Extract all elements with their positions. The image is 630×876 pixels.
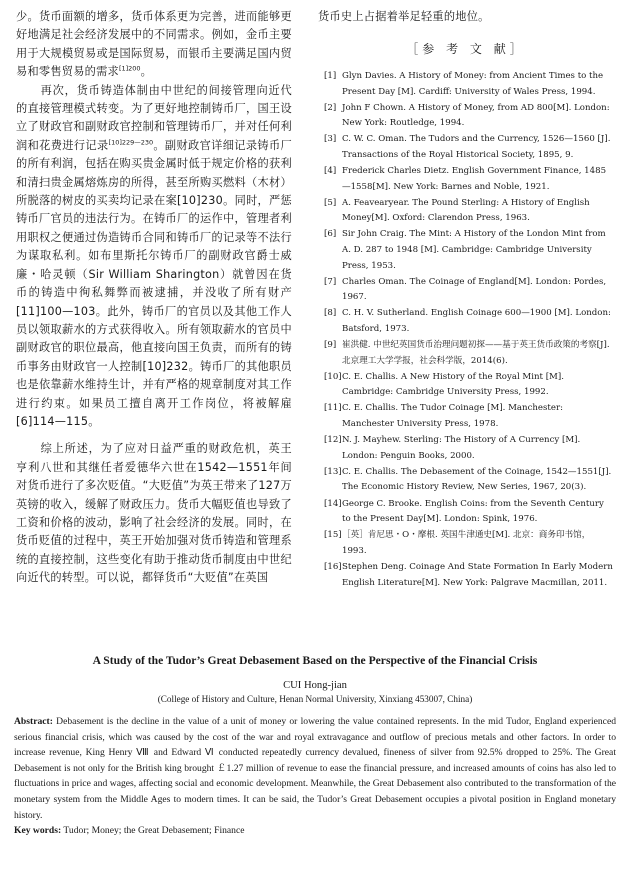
reference-text: C. E. Challis. The Tudor Coinage [M]. Manchester: Manchester University Press, 1978. [342,403,563,430]
body-paragraph [16,82,292,432]
reference-text: N. J. Mayhew. Sterling: The History of A Currency [M]. London: Penguin Books, 2000. [342,435,581,461]
reference-text: Frederick Charles Dietz. English Government Finance, 1485—1558[M]. New York: Barnes and Noble, 1921. [342,166,607,192]
author-name: CUI Hong-jian [283,680,347,691]
reference-number: [7] [324,276,337,287]
paragraph-tail: 。 [140,65,153,79]
reference-item [318,370,614,401]
keywords-label: Key words: [14,825,62,837]
reference-list [318,69,614,591]
reference-item [318,306,614,337]
reference-number: [6] [324,229,337,240]
reference-number: [11] [324,403,342,414]
reference-item [318,560,614,591]
reference-item [318,528,614,559]
citation-superscript: [1]200 [118,64,141,73]
reference-text: Charles Oman. The Coinage of England[M]. London: Pordes, 1967. [342,276,607,303]
keywords-text: Tudor; Money; the Great Debasement; Finance [63,825,245,837]
reference-item [318,227,614,274]
citation-superscript: [10]229—230 [108,138,154,147]
abstract-text: Debasement is the decline in the value of a unit of money or lowering the value contained represents. In the mid Tudor, England experienced serious financial crisis, which was caused by the cost of the war and royal extravagance and outflow of precious metals and other factors. In order to increase revenue, King Henry Ⅷ and Edward Ⅵ conducted repeatedly currency devalued, fineness of silver from 92.5% dropped to 25%. The Great Debasement is not only for the British king brought ￡1.27 million of revenue to ease the financial pressure, and increased amounts of coins has also led to fluctuations in price and wages, affecting social and economic development. Meanwhile, the Great Debasement also contributed to the transformation of the monetary system from the Middle Ages to modern times. It can be said, the Tudor’s Great Debasement occupies a pivotal position in England monetary history. [14,716,616,821]
reference-number: [16] [324,561,342,572]
paragraph-tail: 。副财政官详细记录铸币厂的所有利润，包括在购买贵金属时低于规定价格的获利和清扫贵金属熔炼房的所得，甚至所购买燃料（木材）所脱落的树皮的买卖均记录在案[10]230。同时，严惩铸币厂官员的违法行为。在铸币厂的运作中，管理者利用职权之便通过伪造铸币合同和铸币厂的记录等不法行为谋取私利。如布里斯托尔铸币厂的副财政官爵士威廉・哈灵顿（Sir William Sharington）就曾因在货币的铸造中徇私舞弊而被逮捕，并没收了所有财产[11]100—103。此外，铸币厂的官员以及其他工作人员以领取薪水的方式获得收入。所有领取薪水的官员中副财政官的职位最高，他直接向国王负责，而所有的铸币事务由财政官一人控制[10]232。铸币厂的其他职员也是依靠薪水维持生计，并有严格的规章制度对其工作进行约束。如果员工擅自离开工作岗位，将被解雇[6]114—115。 [16,138,292,428]
reference-item [318,196,614,227]
english-abstract-section [14,654,616,839]
reference-text: George C. Brooke. English Coins: from the Seventh Century to the Present Day[M]. London: Spink, 1976. [342,498,604,525]
body-paragraph [16,8,292,82]
reference-item [318,401,614,432]
reference-number: [2] [324,102,337,113]
reference-item [318,465,614,496]
reference-number: [1] [324,71,337,81]
reference-text: Glyn Davies. A History of Money: from Ancient Times to the Present Day [M]. Cardiff: University of Wales Press, 1994. [342,71,604,97]
reference-item [318,132,614,163]
english-title: A Study of the Tudor’s Great Debasement Based on the Perspective of the Financial Crisis [92,654,538,667]
paragraph-text: 再次，货币铸造体制由中世纪的间接管理向近代的直接管理模式转变。为了更好地控制铸币厂，国王设立了财政官和副财政官控制和管理铸币厂，并对任何利润和花费进行记录 [16,83,292,152]
keywords-line [14,823,616,839]
paragraph-text: 少。货币面额的增多，货币体系更为完善，进而能够更好地满足社会经济发展中的不同需求。例如，金币主要用于大规模贸易或是国际贸易，而银币主要满足国内贸易和零售贸易的需求 [16,10,292,79]
reference-number: [10] [324,371,342,382]
reference-item [318,338,614,369]
references-heading: ［参 考 文 献］ [406,42,526,56]
reference-item [318,275,614,306]
body-paragraph [16,440,292,587]
body-continuation: 货币史上占据着举足轻重的地位。 [318,10,490,23]
reference-text: ［英］肯尼思・O・摩根. 英国牛津通史[M]. 北京：商务印书馆，1993. [342,530,591,556]
abstract-label: Abstract: [14,716,53,727]
paragraph-text: 综上所述，为了应对日益严重的财政危机，英王亨利八世和其继任者爱德华六世在1542—1551年间对货币进行了多次贬值。“大贬值”为英王带来了127万英镑的收入，缓解了财政压力。货币大幅贬值也导致了工资和价格的波动，影响了社会经济的发展。同时，在货币贬值的过程中，英王开始加强对货币铸造和管理系统的直接控制，这些变化有助于推动货币制度由中世纪向近代的转型。可以说，都铎货币“大贬值”在英国 [16,442,292,585]
reference-number: [9] [324,340,337,351]
reference-text: 崔洪健. 中世纪英国货币治理问题初探——基于英王货币政策的考察[J]. 北京理工大学学报，社会科学版，2014(6). [342,340,610,366]
reference-text: A. Feavearyear. The Pound Sterling: A History of English Money[M]. Oxford: Clarendon Press, 1963. [342,197,590,224]
reference-text: C. E. Challis. A New History of the Royal Mint [M]. Cambridge: Cambridge University Press, 1992. [342,371,564,398]
reference-number: [14] [324,498,342,509]
right-column [318,8,614,592]
reference-number: [3] [324,134,337,145]
reference-text: Stephen Deng. Coinage And State Formation In Early Modern English Literature[M]. New York: Palgrave Macmillan, 2011. [342,561,613,588]
reference-text: C. E. Challis. The Debasement of the Coinage, 1542—1551[J]. The Economic History Review, New Series, 1967, 20(3). [342,466,612,493]
reference-number: [8] [324,308,337,319]
reference-text: John F Chown. A History of Money, from AD 800[M]. London: New York: Routledge, 1994. [342,102,610,129]
reference-item [318,101,614,132]
reference-number: [13] [324,466,342,477]
reference-text: Sir John Craig. The Mint: A History of the London Mint from A. D. 287 to 1948 [M]. Cambridge: Cambridge University Press, 1953. [342,229,606,271]
author-affiliation: (College of History and Culture, Henan Normal University, Xinxiang 453007, China) [157,694,473,704]
reference-item [318,433,614,464]
reference-item [318,164,614,195]
reference-number: [4] [324,166,337,177]
reference-text: C. W. C. Oman. The Tudors and the Currency, 1526—1560 [J]. Transactions of the Royal Historical Society, 1895, 9. [342,134,611,160]
reference-number: [5] [324,197,337,208]
reference-number: [15] [324,530,342,541]
reference-number: [12] [324,435,342,446]
reference-item [318,497,614,528]
left-column-body [16,8,292,588]
abstract-paragraph [14,714,616,823]
reference-item [318,69,614,100]
reference-text: C. H. V. Sutherland. English Coinage 600—1900 [M]. London: Batsford, 1973. [342,308,611,334]
